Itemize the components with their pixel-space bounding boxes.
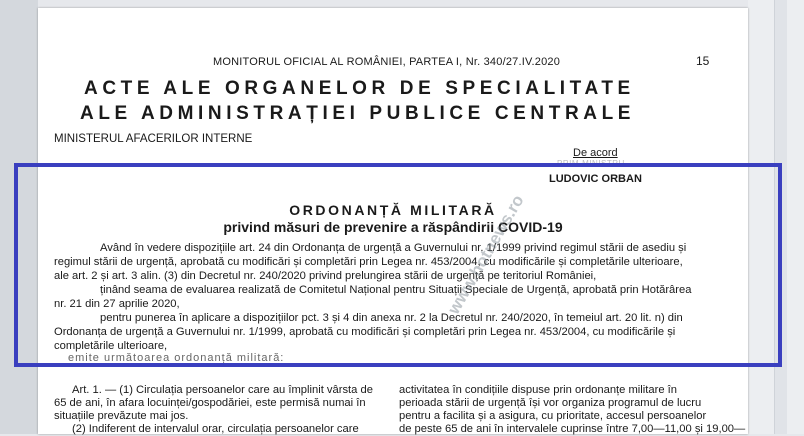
ministry-name: MINISTERUL AFACERILOR INTERNE [54,133,253,145]
right-column-line: de peste 65 de ani în intervalele cuprinse între 7,00—11,00 și 19,00— [399,423,746,435]
preamble-line: nr. 21 din 27 aprilie 2020, [54,298,180,310]
preamble-line: regimul stării de urgență, aprobată cu modificări și completări prin Legea nr. 453/2004, cu modificările și completările ulterioare, [54,256,683,268]
preamble-line: ale art. 2 și art. 3 alin. (3) din Decretul nr. 240/2020 privind prelungirea stării de urgență pe teritoriul României, [54,270,597,282]
approval-stamp: PRIM-MINISTRU [557,159,625,168]
right-column-line: activitatea în condițiile dispuse prin ordonanțe militare în [399,384,677,396]
section-title-line-2: ALE ADMINISTRAȚIEI PUBLICE CENTRALE [80,103,636,124]
signer-name: LUDOVIC ORBAN [549,173,642,185]
preamble-line: Având în vedere dispozițiile art. 24 din Ordonanța de urgență a Guvernului nr. 1/1999 privind regimul stării de asediu și [100,242,687,254]
approval-label: De acord [573,147,618,159]
preamble-line: pentru punerea în aplicare a dispozițiilor pct. 3 și 4 din anexa nr. 2 la Decretul nr. 240/2020, în temeiul art. 20 lit. n) din [100,312,683,324]
watermark: www.hotnews.ro [444,191,528,318]
ordinance-title: ORDONANȚĂ MILITARĂ [289,202,497,218]
section-title-line-1: ACTE ALE ORGANELOR DE SPECIALITATE [84,78,635,99]
left-column-line: 65 de ani, în afara locuinței/gospodăriei, este permisă numai în [54,397,366,409]
ordinance-subtitle: privind măsuri de prevenire a răspândirii COVID-19 [223,219,563,235]
right-column-line: pentru a facilita și a asigura, cu prioritate, accesul persoanelor [399,410,707,422]
preamble-line: ținând seama de evaluarea realizată de Comitetul Național pentru Situații Speciale de Urgență, aprobată prin Hotărârea [100,284,692,296]
preamble-line: Ordonanța de urgență a Guvernului nr. 1/1999, aprobată cu modificări și completări prin Legea nr. 453/2004, cu modificările și [54,326,676,338]
left-column-line: (2) Indiferent de intervalul orar, circulația persoanelor care [72,423,359,435]
preamble-line: completările ulterioare, [54,340,168,352]
right-column-line: perioada stării de urgență își vor organiza programul de lucru [399,397,702,409]
left-column-line: Art. 1. — (1) Circulația persoanelor care au împlinit vârsta de [72,384,373,396]
left-column-line: situațiile prevăzute mai jos. [54,410,189,422]
page-number: 15 [696,54,710,68]
publication-header: MONITORUL OFICIAL AL ROMÂNIEI, PARTEA I, Nr. 340/27.IV.2020 [213,56,561,68]
cut-off-line: emite următoarea ordonanță militară: [68,352,285,364]
highlight-box [14,163,782,367]
